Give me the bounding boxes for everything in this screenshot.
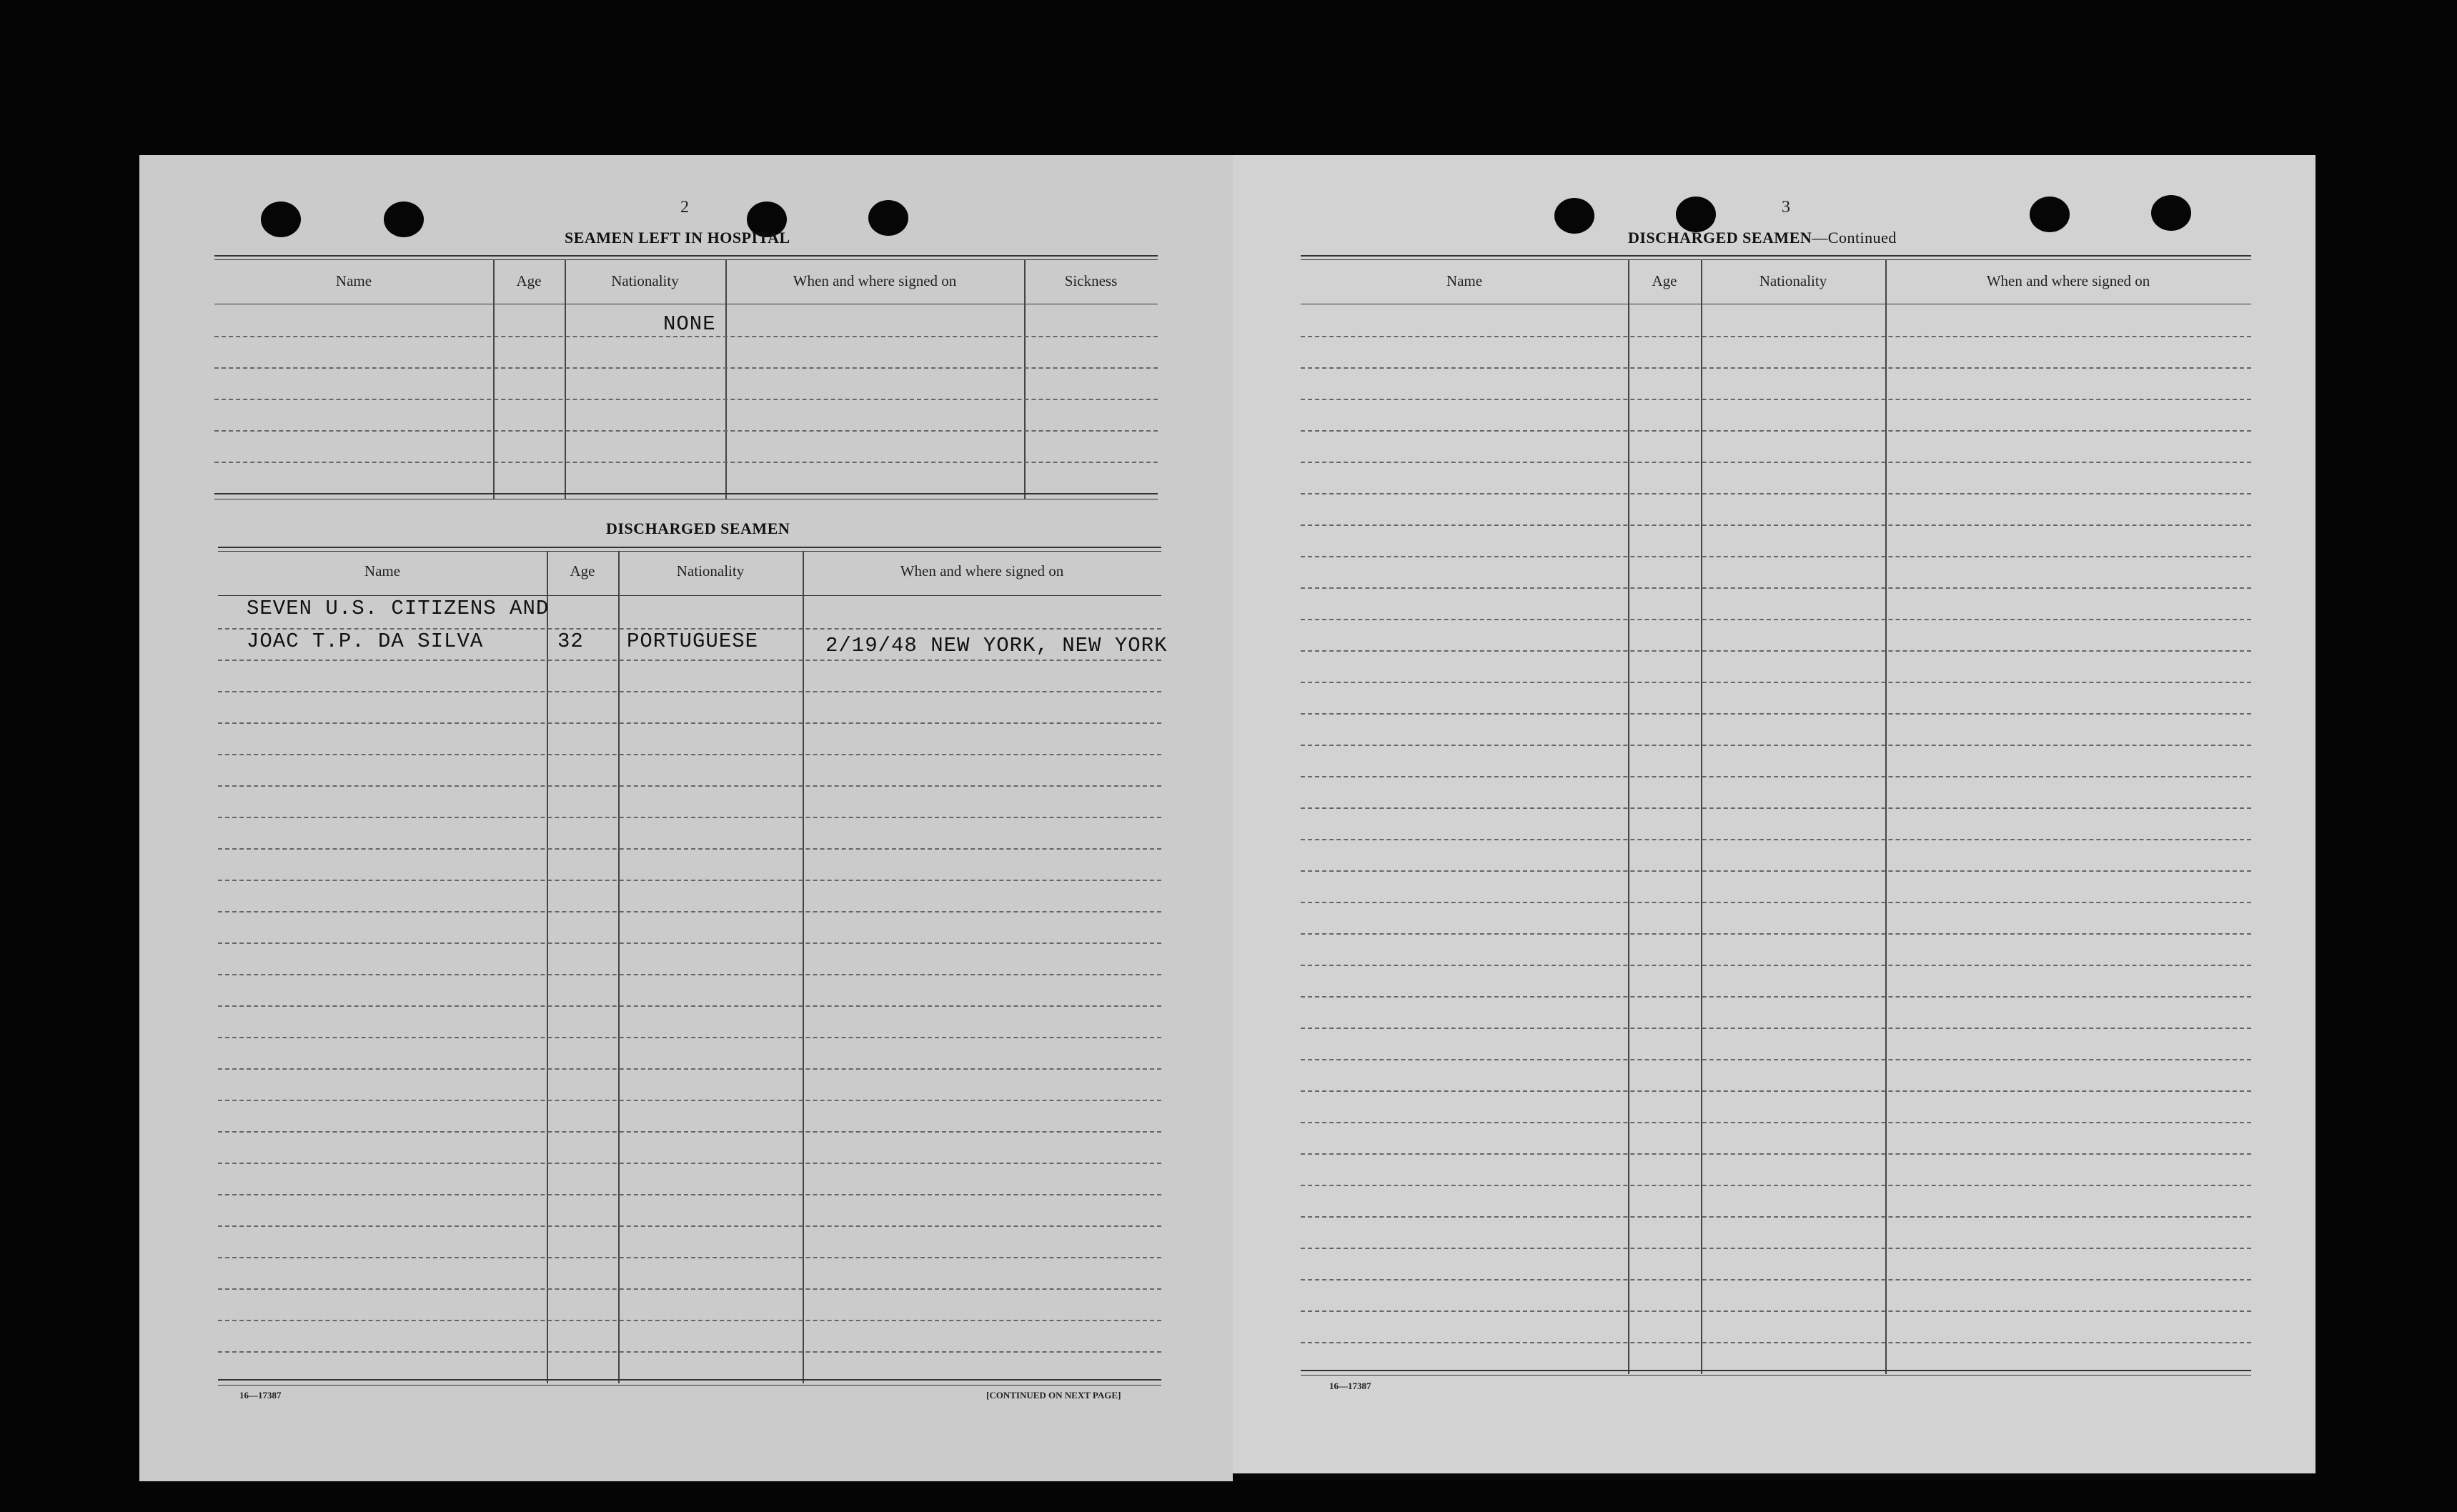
table-row-name: JOAC T.P. DA SILVA	[247, 630, 484, 653]
ruled-line	[1301, 839, 2251, 840]
ruled-line	[218, 1131, 1161, 1133]
ruled-line	[218, 817, 1161, 818]
ruled-line	[1301, 807, 2251, 809]
col-header-age: Age	[570, 562, 595, 580]
hospital-table	[214, 255, 1158, 502]
ruled-line	[1301, 1059, 2251, 1060]
ruled-line	[218, 1005, 1161, 1007]
ruled-line	[218, 1068, 1161, 1070]
col-header-signed-on: When and where signed on	[1986, 272, 2150, 289]
punch-hole	[2030, 197, 2070, 232]
ruled-line	[218, 1351, 1161, 1353]
punch-hole	[868, 200, 908, 236]
ruled-line	[218, 660, 1161, 661]
ruled-line	[1301, 965, 2251, 966]
continued-note: [CONTINUED ON NEXT PAGE]	[986, 1390, 1121, 1401]
ruled-line	[1301, 587, 2251, 589]
ruled-line	[218, 1037, 1161, 1038]
hospital-section-title: SEAMEN LEFT IN HOSPITAL	[565, 229, 790, 247]
ruled-line	[1301, 1279, 2251, 1280]
ruled-line	[218, 974, 1161, 975]
left-page	[139, 155, 1233, 1481]
punch-hole	[261, 202, 301, 237]
ruled-line	[218, 1320, 1161, 1321]
ruled-line	[1301, 713, 2251, 715]
punch-hole	[1554, 198, 1594, 234]
discharged-continued-title: DISCHARGED SEAMEN—Continued	[1628, 229, 1897, 247]
ruled-line	[218, 1194, 1161, 1195]
col-header-age: Age	[516, 272, 542, 289]
ruled-line	[1301, 399, 2251, 400]
ruled-line	[218, 1163, 1161, 1164]
ruled-line	[1301, 745, 2251, 746]
ruled-line	[1301, 902, 2251, 903]
page-number: 2	[680, 198, 689, 217]
table-row-signed-on: 2/19/48 NEW YORK, NEW YORK	[825, 634, 1168, 657]
ruled-line	[1301, 1216, 2251, 1218]
ruled-line	[218, 691, 1161, 692]
punch-hole	[2151, 195, 2191, 231]
form-number: 16—17387	[239, 1390, 282, 1401]
table-row-nationality: PORTUGUESE	[627, 630, 759, 653]
ruled-line	[1301, 462, 2251, 463]
col-header-sickness: Sickness	[1064, 272, 1118, 289]
col-header-name: Name	[1446, 272, 1483, 289]
ruled-line	[1301, 1122, 2251, 1123]
col-header-age: Age	[1652, 272, 1677, 289]
col-header-signed-on: When and where signed on	[900, 562, 1064, 580]
ruled-line	[1301, 1248, 2251, 1249]
ruled-line	[218, 1288, 1161, 1290]
ruled-line	[218, 911, 1161, 912]
ruled-line	[218, 785, 1161, 787]
page-number: 3	[1782, 198, 1790, 217]
col-header-nationality: Nationality	[1759, 272, 1827, 289]
col-header-name: Name	[335, 272, 372, 289]
ruled-line	[1301, 996, 2251, 998]
ruled-line	[1301, 870, 2251, 872]
ruled-line	[1301, 1310, 2251, 1312]
ruled-line	[1301, 776, 2251, 777]
ruled-line	[218, 754, 1161, 755]
ruled-line	[1301, 1153, 2251, 1155]
ruled-line	[218, 942, 1161, 944]
ruled-line	[218, 1257, 1161, 1258]
col-header-signed-on: When and where signed on	[793, 272, 957, 289]
ruled-line	[218, 1100, 1161, 1101]
ruled-line	[218, 722, 1161, 724]
ruled-line	[1301, 336, 2251, 337]
discharged-section-title: DISCHARGED SEAMEN	[606, 519, 790, 537]
punch-hole	[1676, 197, 1716, 232]
ruled-line	[1301, 1185, 2251, 1186]
ruled-line	[1301, 682, 2251, 683]
ruled-line	[1301, 619, 2251, 620]
discharged-continued-table	[1301, 255, 2251, 1377]
discharged-table	[218, 547, 1168, 1386]
right-page	[1233, 155, 2315, 1473]
col-header-nationality: Nationality	[676, 562, 745, 580]
table-row-name: SEVEN U.S. CITIZENS AND	[247, 597, 550, 620]
ruled-line	[1301, 1028, 2251, 1029]
ruled-line	[218, 880, 1161, 881]
ruled-line	[1301, 650, 2251, 652]
ruled-line	[1301, 367, 2251, 369]
ruled-line	[1301, 1090, 2251, 1092]
ruled-line	[218, 1225, 1161, 1227]
ruled-line	[1301, 493, 2251, 494]
form-number: 16—17387	[1329, 1381, 1371, 1391]
punch-hole	[384, 202, 424, 237]
ruled-line	[1301, 1342, 2251, 1343]
col-header-nationality: Nationality	[611, 272, 679, 289]
ruled-line	[1301, 556, 2251, 557]
col-header-name: Name	[364, 562, 401, 580]
ruled-line	[1301, 933, 2251, 935]
ruled-line	[218, 848, 1161, 850]
ruled-line	[1301, 430, 2251, 432]
hospital-entry: NONE	[663, 312, 716, 336]
ruled-line	[1301, 524, 2251, 526]
table-row-age: 32	[557, 630, 584, 653]
